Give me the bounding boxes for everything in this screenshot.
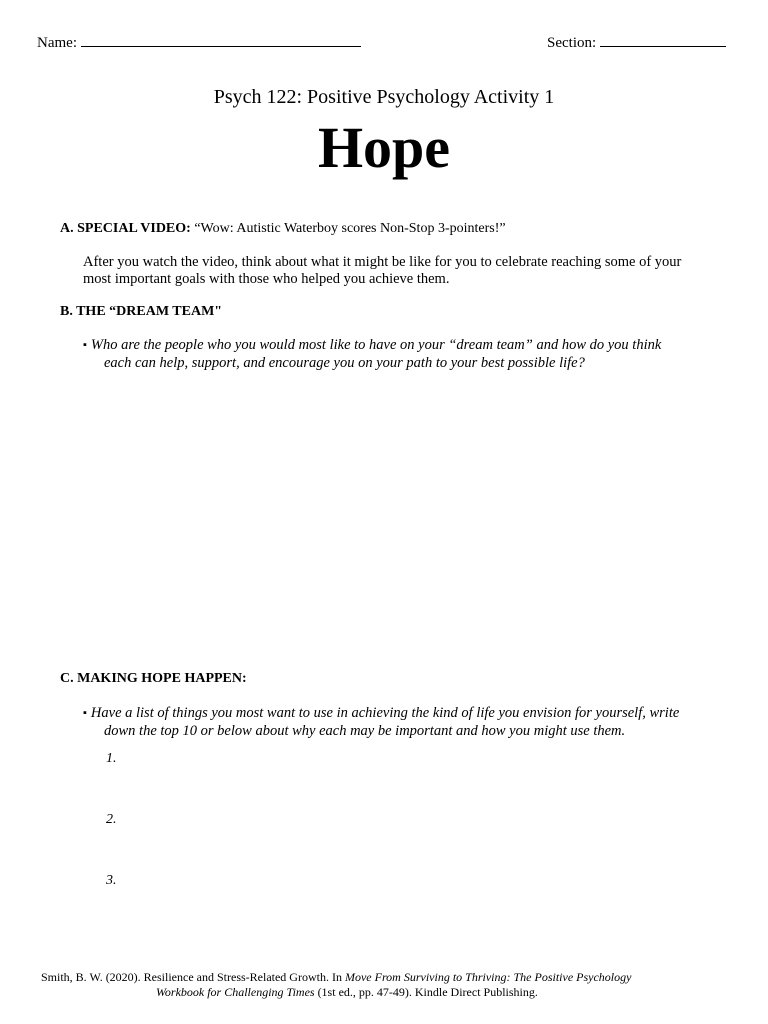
page-title: Hope bbox=[317, 115, 451, 180]
section-a-paragraph-line-1: After you watch the video, think about what it might be like for you to celebrate reaching some of your bbox=[83, 254, 682, 270]
section-a-paragraph-line-2: most important goals with those who helped you achieve them. bbox=[83, 271, 450, 287]
name-label: Name: bbox=[37, 35, 77, 51]
section-a-heading bbox=[60, 221, 506, 237]
citation-book-title-2: Workbook for Challenging Times bbox=[156, 985, 315, 999]
section-a-paragraph bbox=[83, 254, 733, 288]
section-input-line[interactable] bbox=[600, 33, 726, 47]
name-field-row bbox=[37, 33, 361, 52]
list-item-number-1: 1. bbox=[106, 751, 117, 766]
section-b-question-line-1: Who are the people who you would most like to have on your “dream team” and how do you think bbox=[90, 337, 662, 353]
list-item-number-3: 3. bbox=[106, 873, 117, 888]
citation-book-title-1: Move From Surviving to Thriving: The Positive Psychology bbox=[344, 970, 632, 984]
section-field-row bbox=[547, 33, 726, 52]
section-b-bullet bbox=[83, 337, 733, 372]
section-c-heading: C. MAKING HOPE HAPPEN: bbox=[60, 671, 247, 686]
bullet-marker-icon: ▪ bbox=[83, 339, 87, 351]
section-b-question-line-2: each can help, support, and encourage you on your path to your best possible life? bbox=[104, 355, 585, 371]
section-label: Section: bbox=[547, 35, 597, 51]
section-b-heading: B. THE “DREAM TEAM" bbox=[60, 304, 223, 319]
citation-text-1: Smith, B. W. (2020). Resilience and Stress-Related Growth. In bbox=[41, 970, 345, 984]
citation bbox=[41, 970, 741, 1000]
list-item-number-2: 2. bbox=[106, 812, 117, 827]
section-c-instruction-line-2: down the top 10 or below about why each may be important and how you might use them. bbox=[104, 723, 626, 739]
section-c-bullet bbox=[83, 705, 733, 740]
video-title: “Wow: Autistic Waterboy scores Non-Stop 3-pointers!” bbox=[194, 221, 506, 236]
citation-text-2: (1st ed., pp. 47-49). Kindle Direct Publishing. bbox=[314, 985, 538, 999]
section-a-label: A. SPECIAL VIDEO: bbox=[60, 221, 191, 236]
section-c-instruction-line-1: Have a list of things you most want to use in achieving the kind of life you envision for yourself, write bbox=[90, 705, 680, 721]
name-input-line[interactable] bbox=[81, 33, 361, 47]
bullet-marker-icon: ▪ bbox=[83, 707, 87, 719]
course-subtitle: Psych 122: Positive Psychology Activity 1 bbox=[213, 86, 555, 108]
